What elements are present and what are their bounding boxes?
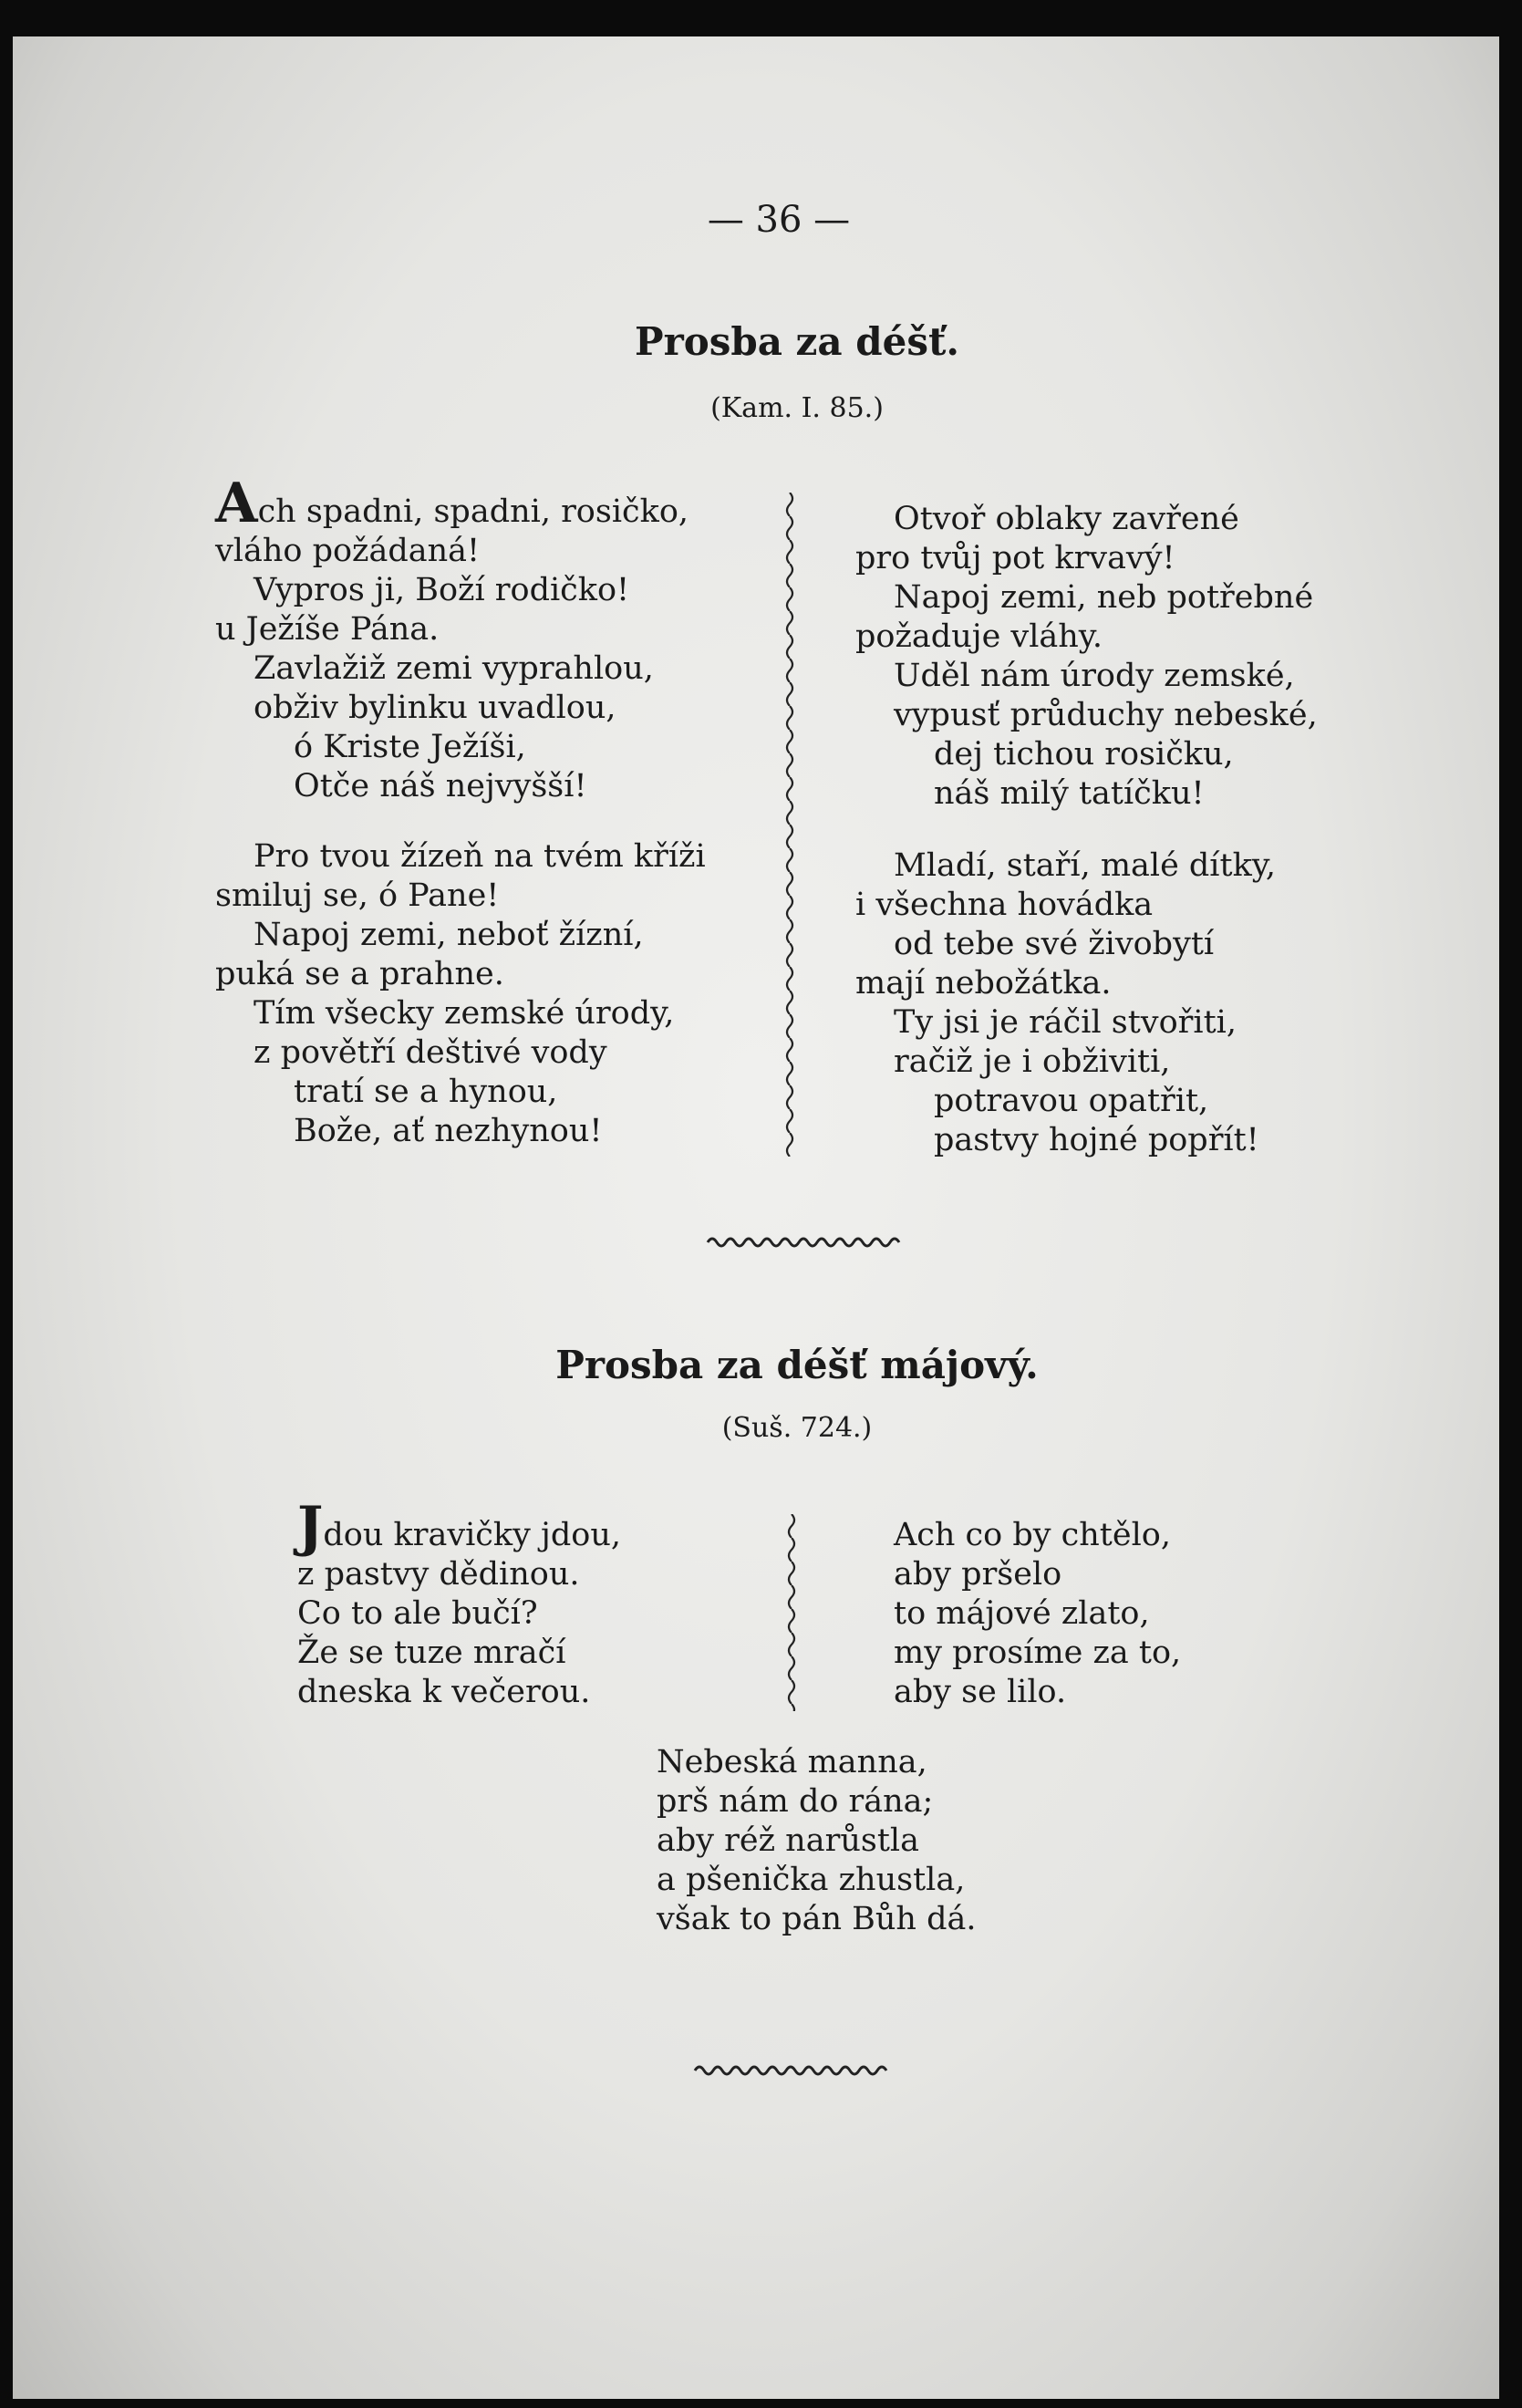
poem-line: Nebeská manna, (657, 1744, 927, 1780)
poem-line: Bože, ať nezhynou! (294, 1113, 603, 1149)
poem-line: Pro tvou žízeň na tvém kříži (254, 838, 706, 875)
poem2-source: (Suš. 724.) (721, 1412, 873, 1444)
poem-line: požaduje vláhy. (855, 618, 1103, 655)
poem-line: tratí se a hynou, (294, 1074, 558, 1110)
poem-line: vypusť průduchy nebeské, (894, 697, 1318, 733)
poem-line: prš nám do rána; (657, 1783, 934, 1820)
poem-line: pastvy hojné popřít! (934, 1122, 1259, 1158)
poem-line: od tebe své živobytí (894, 926, 1215, 962)
poem1-right-stanza1 (855, 500, 1318, 814)
poem-line: dneska k večerou. (297, 1674, 591, 1710)
poem-line: však to pán Bůh dá. (657, 1901, 977, 1937)
drop-cap: A (215, 472, 258, 535)
poem-line: z pastvy dědinou. (297, 1556, 580, 1593)
poem2-left-stanza (297, 1495, 622, 1712)
poem2-title: Prosba za déšť májový. (555, 1343, 1039, 1387)
poem2-right-stanza (894, 1516, 1181, 1712)
poem2-bottom-stanza (657, 1743, 976, 1939)
poem1-title: Prosba za déšť. (634, 319, 959, 364)
poem-line: ó Kriste Ježíši, (294, 729, 526, 765)
poem-line: dej tichou rosičku, (934, 736, 1234, 773)
poem-line: aby se lilo. (894, 1674, 1067, 1710)
poem-line: puká se a prahne. (215, 956, 504, 992)
poem-line: z povětří deštivé vody (254, 1034, 607, 1071)
page-number: — 36 — (707, 199, 851, 241)
poem-line: Že se tuze mračí (297, 1635, 566, 1671)
column-divider (783, 493, 796, 1157)
poem-line: mají nebožátka. (855, 965, 1112, 1002)
poem-line: Uděl nám úrody zemské, (894, 658, 1295, 694)
book-page (13, 36, 1499, 2399)
poem-line: náš milý tatíčku! (934, 775, 1205, 812)
poem-line: Otvoř oblaky zavřené (894, 501, 1239, 537)
poem-line: aby réž narůstla (657, 1822, 919, 1859)
poem-line: obživ bylinku uvadlou, (254, 690, 616, 726)
poem-line: i všechna hovádka (855, 887, 1154, 923)
wavy-separator (706, 1231, 906, 1251)
poem-line: to májové zlato, (894, 1595, 1150, 1632)
poem-line: Vypros ji, Boží rodičko! (254, 572, 630, 608)
poem-line: račiž je i obživiti, (894, 1043, 1171, 1080)
poem-line: pro tvůj pot krvavý! (855, 540, 1175, 576)
poem-line: Zavlažiž zemi vyprahlou, (254, 650, 654, 687)
poem-line: potravou opatřit, (934, 1083, 1209, 1119)
poem-line: Napoj zemi, neboť žízní, (254, 917, 644, 953)
poem1-source: (Kam. I. 85.) (710, 392, 884, 424)
poem-line: Co to ale bučí? (297, 1595, 538, 1632)
poem-line: Otče náš nejvyšší! (294, 768, 587, 804)
poem-line: my prosíme za to, (894, 1635, 1182, 1671)
poem-line: vláho požádaná! (215, 533, 481, 569)
poem-line: u Ježíše Pána. (215, 611, 440, 648)
poem1-left-stanza1 (215, 472, 689, 806)
poem-line: a pšenička zhustla, (657, 1862, 966, 1898)
poem-line: Ach co by chtělo, (894, 1517, 1171, 1553)
poem-line: smiluj se, ó Pane! (215, 877, 500, 914)
wavy-separator (693, 2060, 894, 2080)
poem-line: Tím všecky zemské úrody, (254, 995, 675, 1032)
poem-line: Napoj zemi, neb potřebné (894, 579, 1314, 616)
poem-line: Ty jsi je ráčil stvořiti, (894, 1004, 1237, 1041)
poem-line: Mladí, staří, malé dítky, (894, 847, 1277, 884)
poem-line: Jdou kravičky jdou, (297, 1495, 622, 1559)
poem1-left-stanza2 (215, 837, 706, 1151)
column-divider (785, 1514, 798, 1711)
poem1-right-stanza2 (855, 846, 1276, 1160)
poem-line: Ach spadni, spadni, rosičko, (215, 472, 689, 535)
poem-line: aby pršelo (894, 1556, 1062, 1593)
drop-cap: J (297, 1495, 324, 1559)
